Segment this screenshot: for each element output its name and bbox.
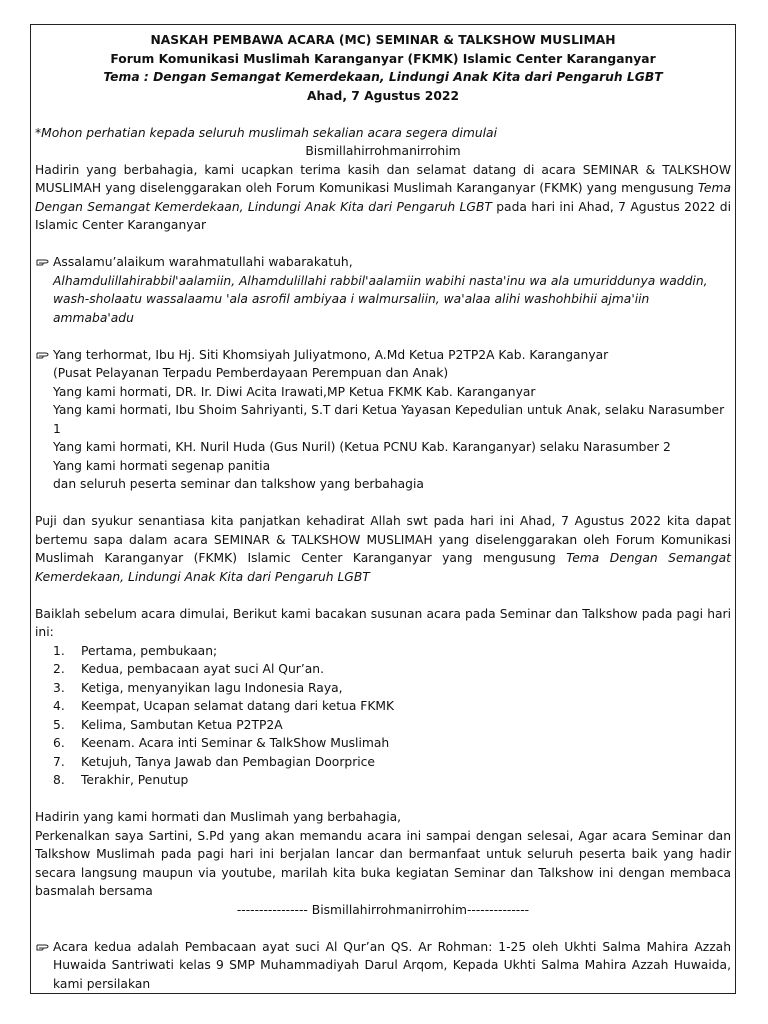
document-page — [30, 24, 736, 994]
agenda-text: Keenam. Acara inti Seminar & TalkShow Muslimah — [81, 736, 390, 750]
agenda-text: Ketiga, menyanyikan lagu Indonesia Raya, — [81, 680, 343, 695]
gratitude-text: Puji dan syukur senantiasa kita panjatkan kehadirat Allah swt pada hari ini Ahad, 7 Agustus 2022 kita dapat bertemu sapa dalam acara SEMINAR & TALKSHOW MUSLIMAH yang diselenggarakan oleh Forum Komunikasi Muslimah Karanganyar (FKMK) Islamic Center Karanganyar yang mengusung — [35, 514, 731, 565]
agenda-item — [53, 753, 731, 772]
welcome-paragraph — [35, 161, 731, 235]
agenda-number: 5. — [53, 717, 65, 732]
honored-line: Yang kami hormati, Ibu Shoim Sahriyanti, S.T dari Ketua Yayasan Kepedulian untuk Anak, selaku Narasumber 1 — [53, 403, 725, 436]
agenda-list — [35, 642, 731, 790]
agenda-number: 4. — [53, 699, 65, 713]
welcome-tail: pada hari ini Ahad, 7 Agustus 2022 di Islamic Center Karanganyar — [35, 199, 731, 232]
welcome-theme: Tema Dengan Semangat Kemerdekaan, Lindungi Anak Kita dari Pengaruh LGBT — [35, 181, 731, 214]
salam-line: Assalamu’alaikum warahmatullahi wabarakatuh, — [53, 255, 353, 269]
arabic-line-1: Alhamdulillahirabbil'aalamiin, Alhamdulillahi rabbil'aalamiin wabihi nasta'inu wa ala umuriddunya waddin, — [53, 273, 708, 288]
agenda-text: Pertama, pembukaan; — [81, 643, 218, 658]
agenda-number: 3. — [53, 680, 65, 695]
honored-line: Yang kami hormati, DR. Ir. Diwi Acita Irawati,MP Ketua FKMK Kab. Karanganyar — [53, 384, 536, 399]
agenda-text: Kedua, pembacaan ayat suci Al Qur’an. — [81, 662, 324, 676]
salam-block — [35, 253, 731, 327]
welcome-text: Hadirin yang berbahagia, kami ucapkan terima kasih dan selamat datang di acara SEMINAR & TALKSHOW MUSLIMAH yang diselenggarakan oleh Forum Komunikasi Muslimah Karanganyar (FKMK) yang mengusung — [35, 162, 731, 195]
honored-line: Yang kami hormati, KH. Nuril Huda (Gus Nuril) (Ketua PCNU Kab. Karanganyar) selaku Narasumber 2 — [53, 440, 671, 454]
gratitude-theme: Tema Dengan Semangat Kemerdekaan, Lindungi Anak Kita dari Pengaruh LGBT — [35, 551, 731, 584]
agenda-number: 1. — [53, 643, 65, 658]
bismillah-line: Bismillahirrohmanirrohim — [305, 144, 461, 158]
agenda-item — [53, 697, 731, 716]
agenda-item — [53, 642, 731, 661]
pointing-hand-icon — [36, 938, 50, 956]
bismillah-divider: ---------------- Bismillahirrohmanirrohim-------------- — [236, 902, 530, 917]
next-act-block — [35, 938, 731, 994]
agenda-item — [53, 716, 731, 735]
agenda-number: 2. — [53, 662, 65, 676]
agenda-text: Ketujuh, Tanya Jawab dan Pembagian Doorprice — [81, 754, 375, 769]
agenda-text: Kelima, Sambutan Ketua P2TP2A — [81, 717, 283, 732]
pointing-hand-icon — [36, 346, 50, 364]
arabic-line-2: wash-sholaatu wassalaamu 'ala asrofil ambiyaa i walmursaliin, wa'alaa alihi washohbihii ajma'iin ammaba'adu — [53, 292, 650, 325]
honored-line: dan seluruh peserta seminar dan talkshow yang berbahagia — [53, 477, 424, 491]
agenda-item — [53, 771, 731, 790]
honored-guests-block — [35, 346, 731, 494]
agenda-number: 8. — [53, 773, 65, 787]
honored-line: Yang terhormat, Ibu Hj. Siti Khomsiyah Juliyatmono, A.Md Ketua P2TP2A Kab. Karanganyar — [53, 347, 609, 362]
notice-line: *Mohon perhatian kepada seluruh muslimah sekalian acara segera dimulai — [35, 125, 498, 140]
agenda-intro: Baiklah sebelum acara dimulai, Berikut kami bacakan susunan acara pada Seminar dan Talkshow pada pagi hari ini: — [35, 606, 731, 639]
honored-line: (Pusat Pelayanan Terpadu Pemberdayaan Perempuan dan Anak) — [53, 366, 449, 380]
honored-line: Yang kami hormati segenap panitia — [53, 458, 271, 473]
closing-paragraph: Perkenalkan saya Sartini, S.Pd yang akan memandu acara ini sampai dengan selesai, Agar acara Seminar dan Talkshow Muslimah pada pagi hari ini berjalan lancar dan bermanfaat untuk seluruh peserta baik yang hadir secara langsung maupun via youtube, marilah kita buka kegiatan Seminar dan Talkshow ini dengan membaca basmalah bersama — [35, 828, 731, 898]
agenda-item — [53, 679, 731, 698]
agenda-number: 7. — [53, 754, 65, 769]
pointing-hand-icon — [36, 253, 50, 271]
agenda-text: Terakhir, Penutup — [81, 773, 189, 787]
next-act-text: Acara kedua adalah Pembacaan ayat suci Al Qur’an QS. Ar Rohman: 1-25 oleh Ukhti Salma Mahira Azzah Huwaida Santriwati kelas 9 SMP Muhammadiyah Darul Arqom, Kepada Ukhti Salma Mahira Azzah Huwaida, kami persilakan — [53, 939, 731, 991]
agenda-number: 6. — [53, 736, 65, 750]
agenda-item — [53, 660, 731, 679]
closing-greeting: Hadirin yang kami hormati dan Muslimah yang berbahagia, — [35, 810, 402, 824]
document-title: NASKAH PEMBAWA ACARA (MC) SEMINAR & TALKSHOW MUSLIMAH — [150, 33, 616, 47]
event-date: Ahad, 7 Agustus 2022 — [306, 88, 459, 103]
agenda-item — [53, 734, 731, 753]
agenda-text: Keempat, Ucapan selamat datang dari ketua FKMK — [81, 699, 395, 713]
gratitude-paragraph — [35, 512, 731, 586]
theme-line: Tema : Dengan Semangat Kemerdekaan, Lindungi Anak Kita dari Pengaruh LGBT — [103, 70, 663, 84]
organization-line: Forum Komunikasi Muslimah Karanganyar (FKMK) Islamic Center Karanganyar — [110, 51, 656, 66]
